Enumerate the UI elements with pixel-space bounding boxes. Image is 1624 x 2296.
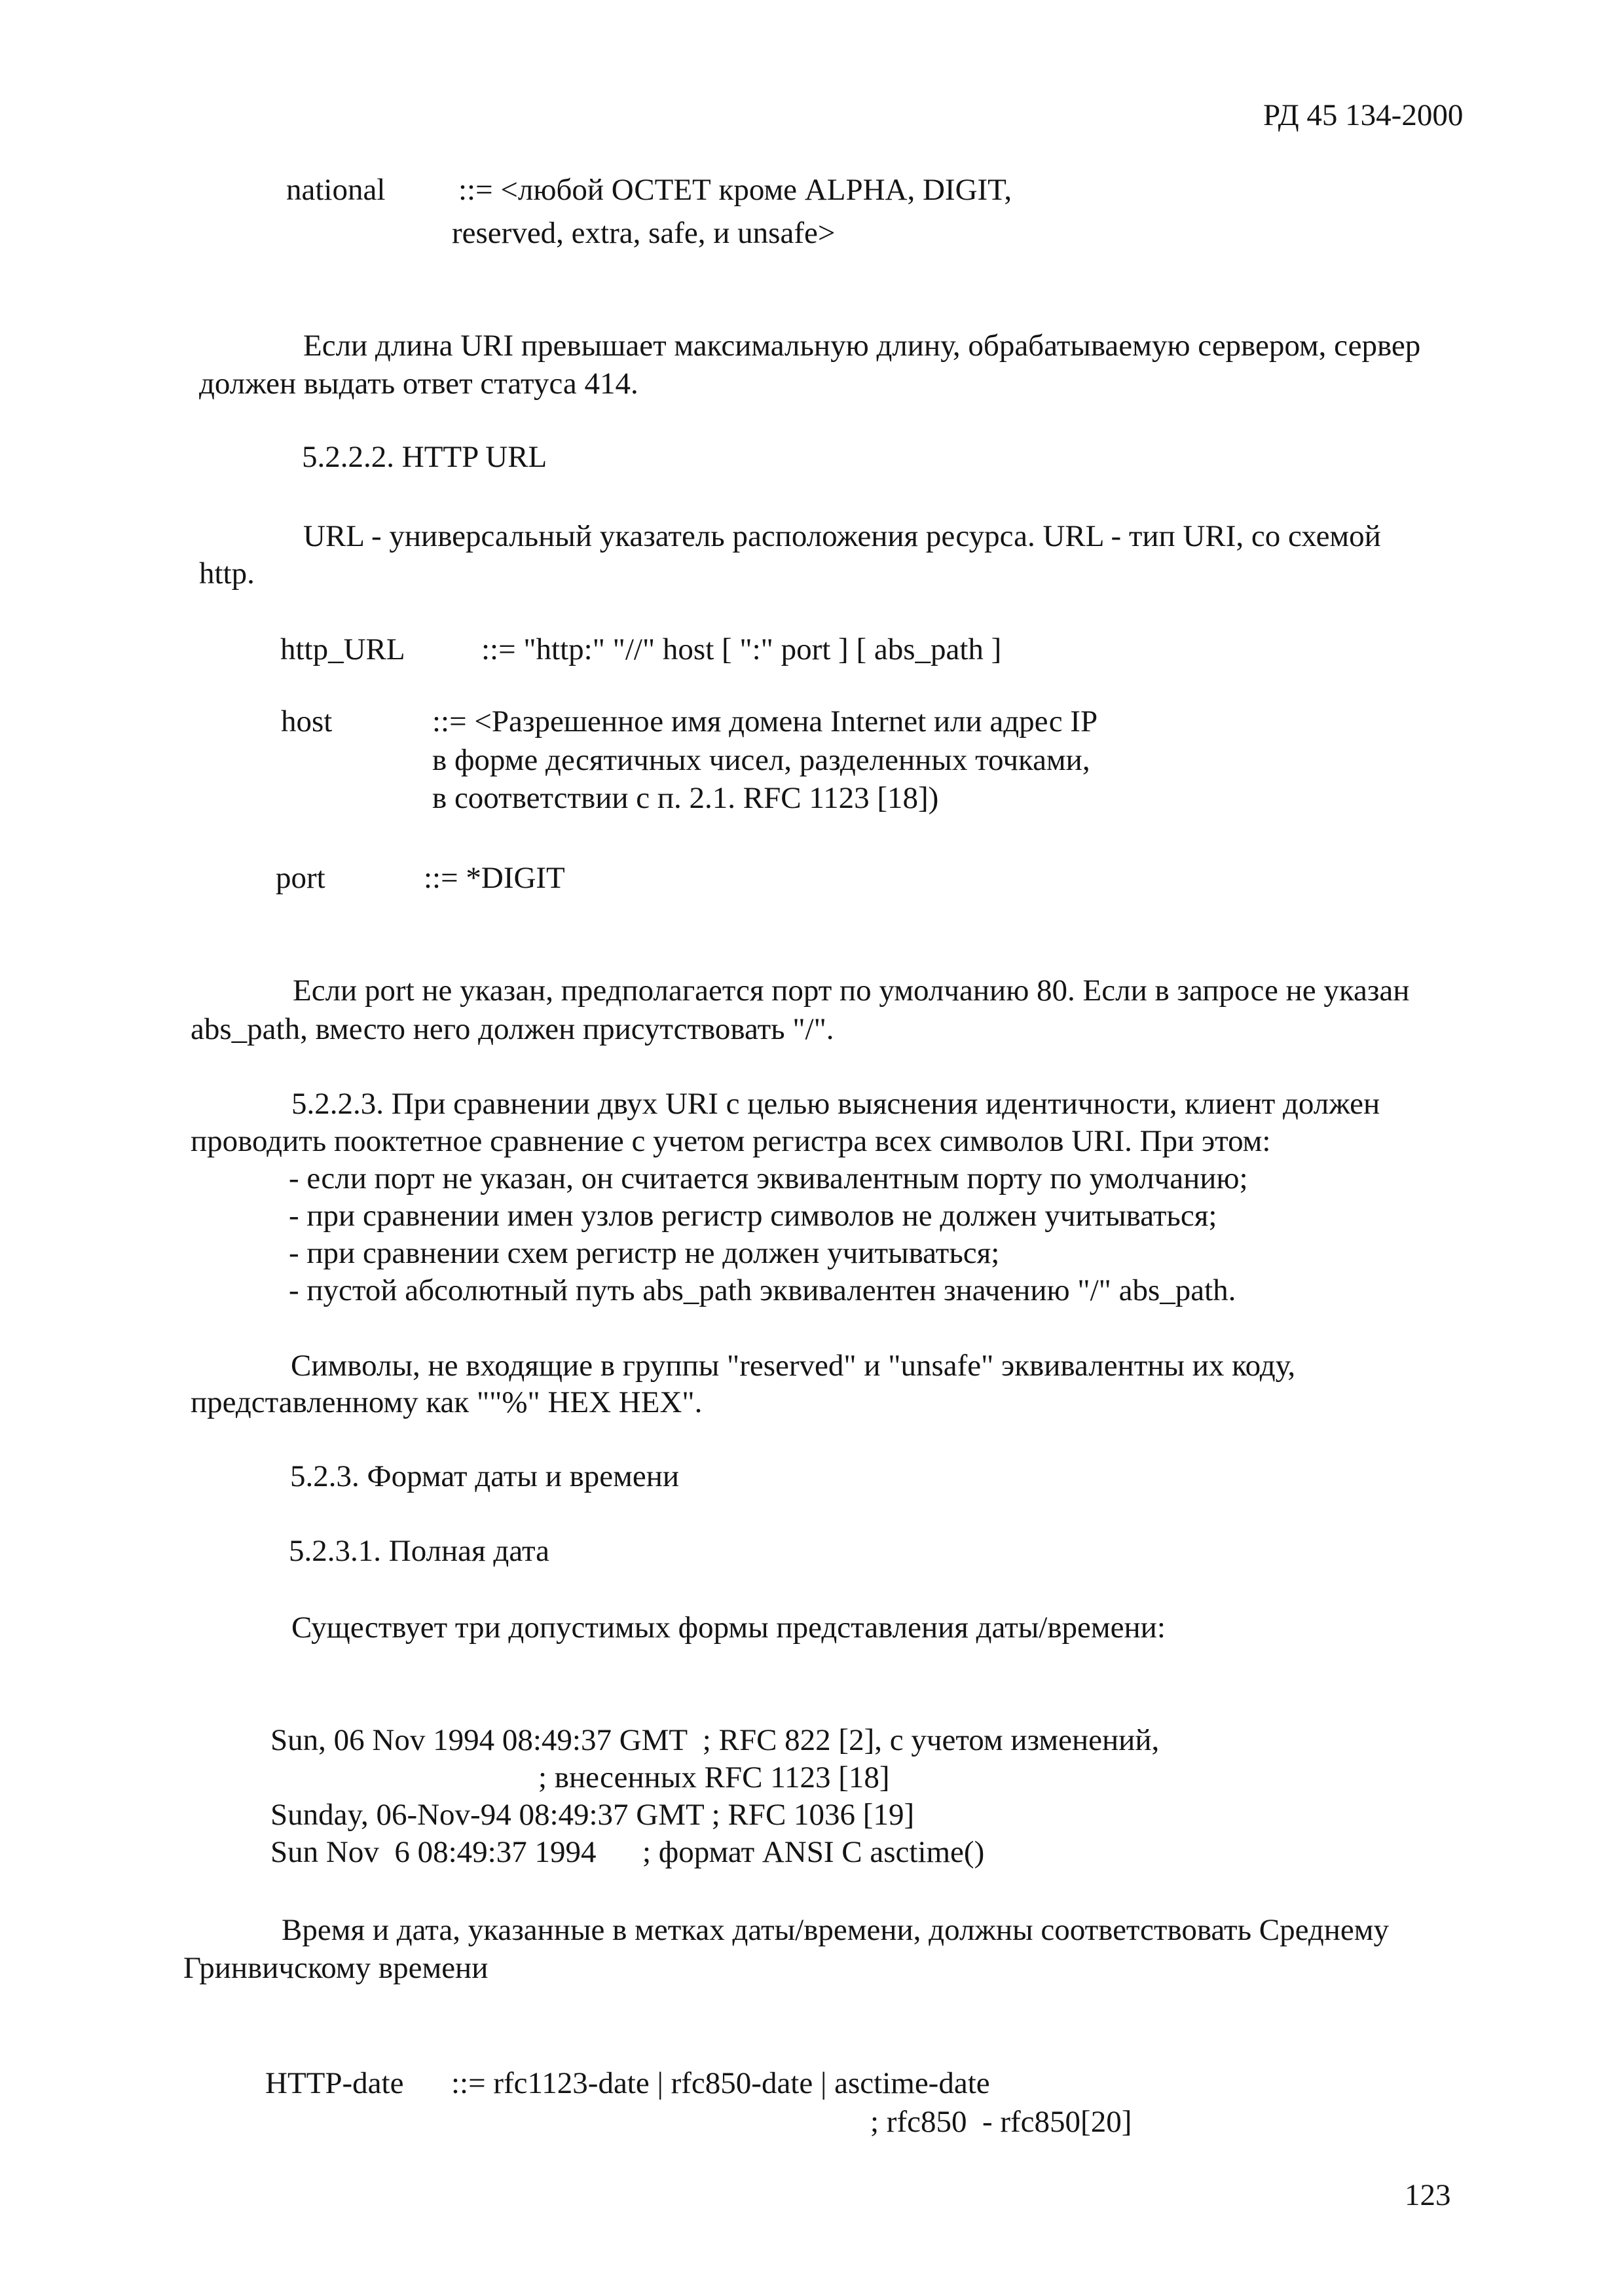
paragraph-uri-length-line1: Если длина URI превышает максимальную длину, обрабатываемую сервером, сервер xyxy=(303,329,1421,363)
paragraph-port-default-line2: abs_path, вместо него должен присутствовать "/". xyxy=(191,1012,834,1046)
grammar-def-port: ::= *DIGIT xyxy=(424,861,565,895)
date-example-asctime: Sun Nov 6 08:49:37 1994 ; формат ANSI C asctime() xyxy=(270,1835,985,1869)
paragraph-gmt-line2: Гринвичскому времени xyxy=(183,1951,489,1985)
section-5223-line2: проводить пооктетное сравнение с учетом регистра всех символов URI. При этом: xyxy=(191,1124,1271,1158)
section-heading-5231: 5.2.3.1. Полная дата xyxy=(289,1534,549,1568)
date-example-rfc1123-comment: ; внесенных RFC 1123 [18] xyxy=(538,1760,890,1795)
section-5223-bullet: - пустой абсолютный путь abs_path эквивалентен значению "/" abs_path. xyxy=(289,1273,1236,1307)
paragraph-symbols-line1: Символы, не входящие в группы "reserved" и "unsafe" эквивалентны их коду, xyxy=(291,1349,1296,1383)
paragraph-symbols-line2: представленному как ""%" HEX HEX". xyxy=(191,1385,703,1419)
grammar-def-host-line3: в соответствии с п. 2.1. RFC 1123 [18]) xyxy=(432,781,939,815)
section-5223-bullet: - при сравнении имен узлов регистр символов не должен учитываться; xyxy=(289,1199,1217,1233)
paragraph-url-def-line1: URL - универсальный указатель расположения ресурса. URL - тип URI, со схемой xyxy=(303,519,1381,553)
grammar-term-port: port xyxy=(276,861,325,895)
section-5223-bullet: - при сравнении схем регистр не должен учитываться; xyxy=(289,1236,1000,1270)
grammar-def-national-line2: reserved, extra, safe, и unsafe> xyxy=(452,216,836,250)
page-number: 123 xyxy=(1405,2178,1451,2212)
date-example-rfc1036: Sunday, 06-Nov-94 08:49:37 GMT ; RFC 1036 [19] xyxy=(270,1798,915,1832)
paragraph-port-default-line1: Если port не указан, предполагается порт по умолчанию 80. Если в запросе не указан xyxy=(293,974,1410,1008)
grammar-term-http-date: HTTP-date xyxy=(265,2066,404,2100)
document-code: РД 45 134-2000 xyxy=(1263,98,1464,132)
grammar-def-national-line1: ::= <любой ОСТЕТ кроме ALPHA, DIGIT, xyxy=(458,173,1012,207)
paragraph-url-def-line2: http. xyxy=(199,556,255,591)
section-heading-523: 5.2.3. Формат даты и времени xyxy=(290,1459,680,1493)
section-5223-line1: 5.2.2.3. При сравнении двух URI с целью выяснения идентичности, клиент должен xyxy=(291,1087,1380,1121)
grammar-def-http-date: ::= rfc1123-date | rfc850-date | asctime-date xyxy=(451,2066,990,2100)
section-5223-bullet: - если порт не указан, он считается эквивалентным порту по умолчанию; xyxy=(289,1161,1248,1195)
grammar-term-national: national xyxy=(286,173,386,207)
paragraph-gmt-line1: Время и дата, указанные в метках даты/времени, должны соответствовать Среднему xyxy=(282,1913,1390,1947)
paragraph-three-forms: Существует три допустимых формы представления даты/времени: xyxy=(291,1611,1166,1645)
grammar-def-http-url: ::= "http:" "//" host [ ":" port ] [ abs_path ] xyxy=(481,632,1002,666)
date-example-rfc822: Sun, 06 Nov 1994 08:49:37 GMT ; RFC 822 [2], с учетом изменений, xyxy=(270,1723,1160,1757)
section-heading-5222: 5.2.2.2. HTTP URL xyxy=(302,440,547,474)
grammar-term-http-url: http_URL xyxy=(280,632,405,666)
grammar-def-host-line2: в форме десятичных чисел, разделенных точками, xyxy=(432,743,1090,777)
grammar-comment-rfc850: ; rfc850 - rfc850[20] xyxy=(870,2105,1132,2139)
grammar-def-host-line1: ::= <Разрешенное имя домена Internet или адрес IP xyxy=(432,704,1098,738)
grammar-term-host: host xyxy=(281,704,333,738)
paragraph-uri-length-line2: должен выдать ответ статуса 414. xyxy=(199,367,638,401)
